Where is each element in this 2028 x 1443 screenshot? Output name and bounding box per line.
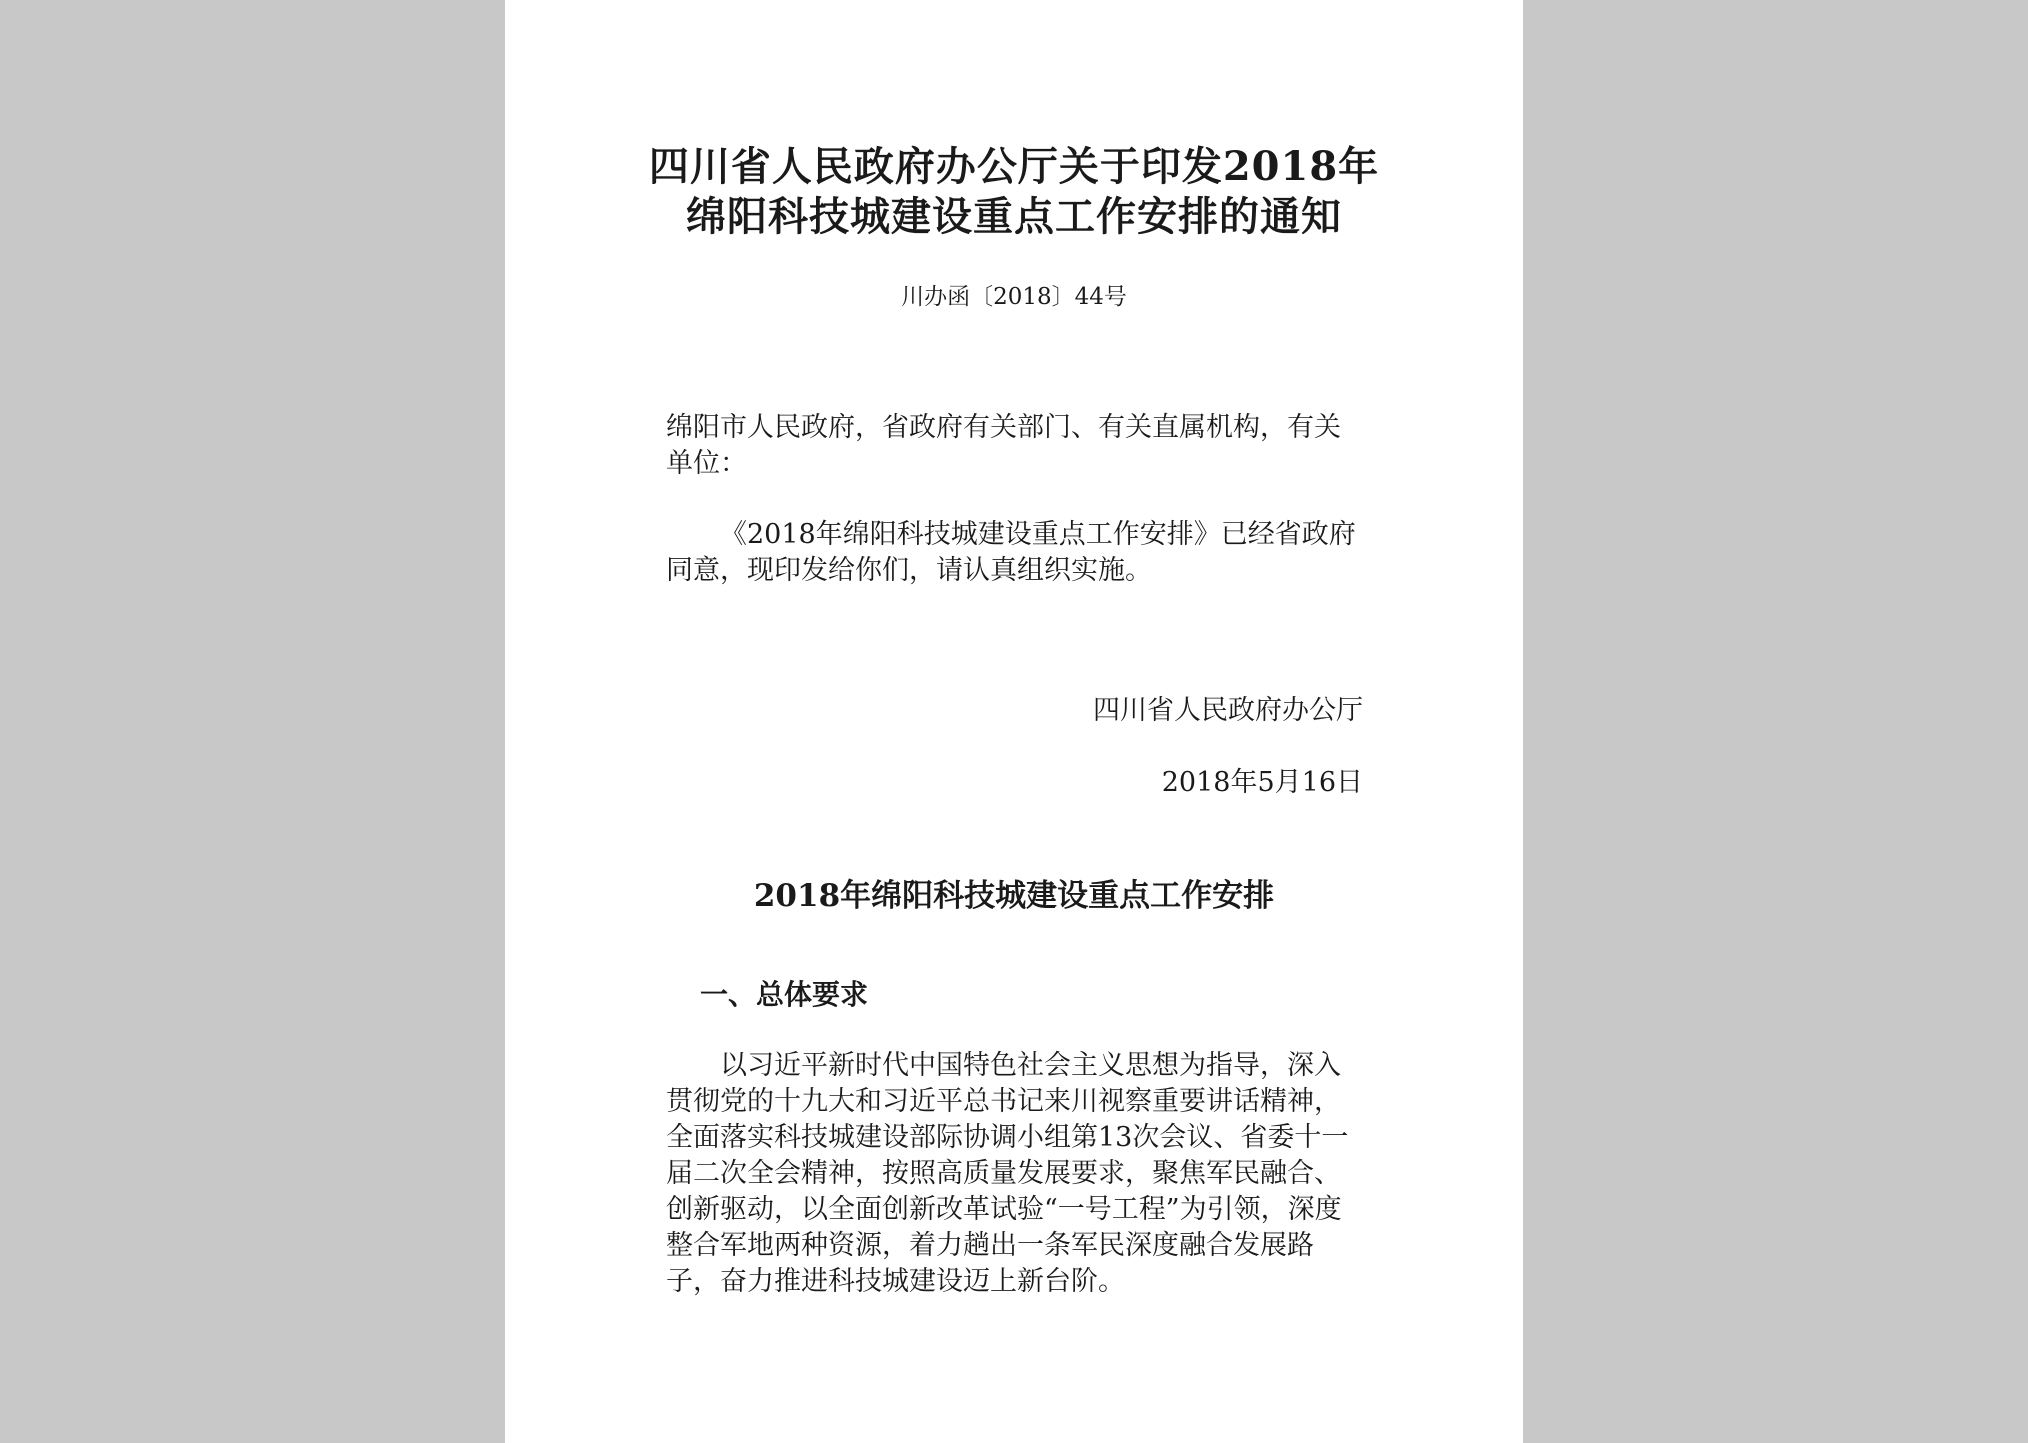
intro-paragraph: 《2018年绵阳科技城建设重点工作安排》已经省政府同意，现印发给你们，请认真组织实施。 bbox=[666, 519, 1356, 586]
issuer: 四川省人民政府办公厅 bbox=[1093, 695, 1363, 726]
document-page bbox=[505, 0, 1523, 1443]
document-number: 川办函〔2018〕44号 bbox=[901, 284, 1127, 310]
title-line-2: 绵阳科技城建设重点工作安排的通知 bbox=[686, 193, 1342, 240]
section-heading: 一、总体要求 bbox=[700, 978, 869, 1011]
section-body: 以习近平新时代中国特色社会主义思想为指导，深入贯彻党的十九大和习近平总书记来川视察重要讲话精神，全面落实科技城建设部际协调小组第13次会议、省委十一届二次全会精神，按照高质量发展要求，聚焦军民融合、创新驱动，以全面创新改革试验“一号工程”为引领，深度整合军地两种资源，着力趟出一条军民深度融合发展路子，奋力推进科技城建设迈上新台阶。 bbox=[666, 1050, 1349, 1297]
attachment-title: 2018年绵阳科技城建设重点工作安排 bbox=[753, 878, 1275, 914]
title-line-1: 四川省人民政府办公厅关于印发2018年 bbox=[648, 143, 1380, 190]
issue-date: 2018年5月16日 bbox=[1161, 767, 1363, 798]
document-title bbox=[505, 142, 1523, 242]
addressee: 绵阳市人民政府，省政府有关部门、有关直属机构，有关单位： bbox=[666, 412, 1341, 479]
